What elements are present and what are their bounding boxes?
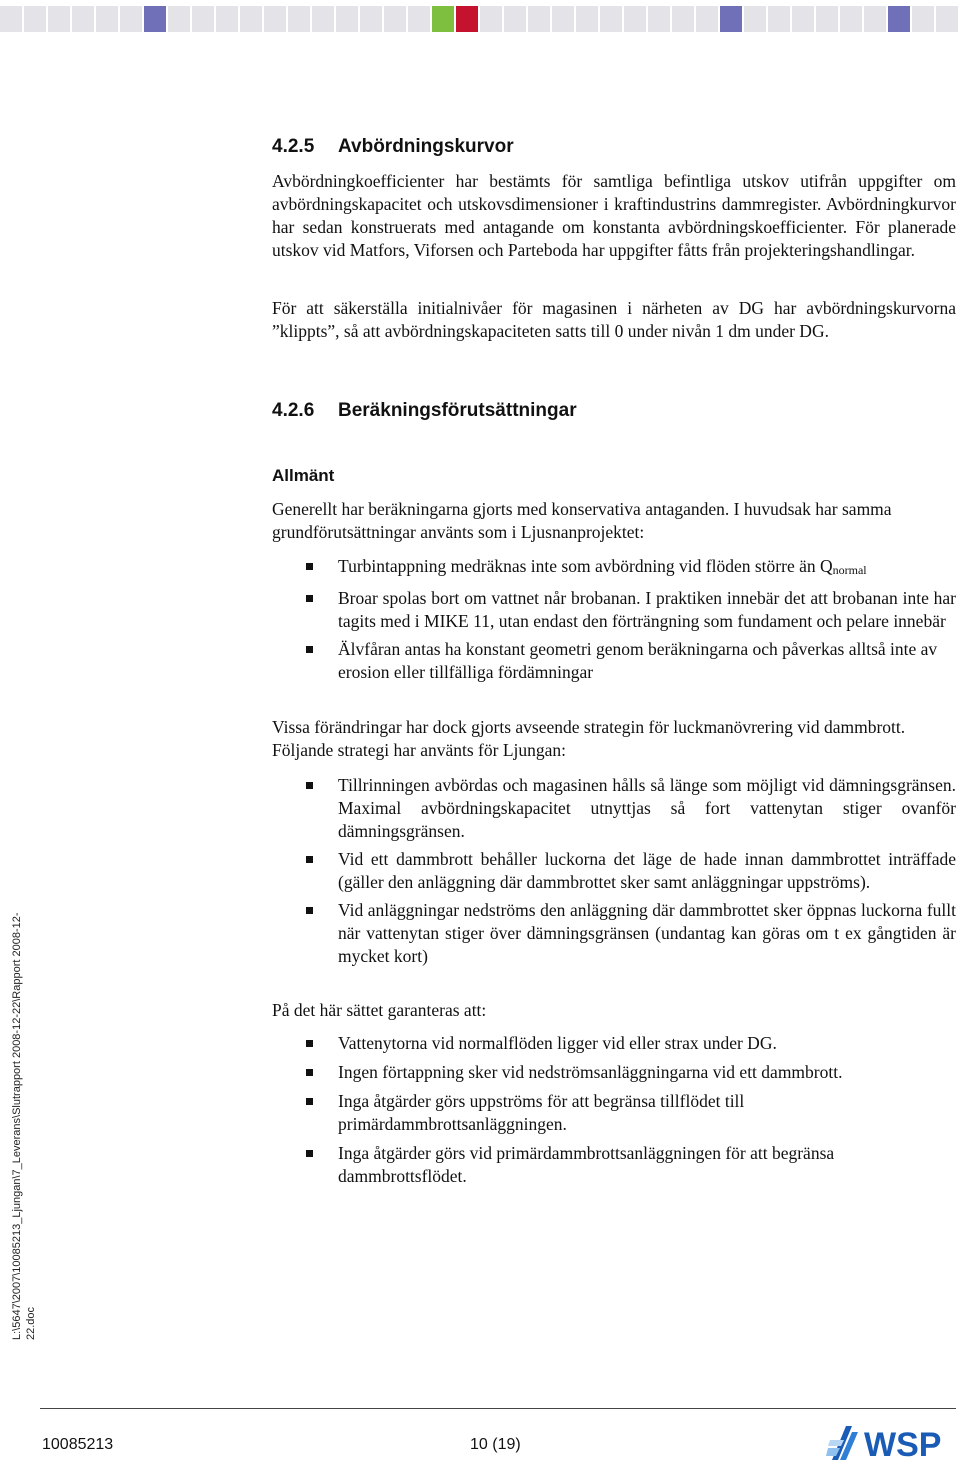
bullet-square-icon: [306, 1150, 313, 1157]
header-square: [840, 6, 862, 32]
header-square: [576, 6, 598, 32]
list-item-text: Broar spolas bort om vattnet når brobanan. I praktiken innebär det att brobanan inte har tagits med i MIKE 11, utan endast den förträngning som fundament och pelare innebär: [338, 588, 956, 631]
section-heading-berakningsforutsattningar: [272, 400, 577, 422]
list-item: [272, 1061, 956, 1084]
header-square: [0, 6, 22, 32]
footer-divider: [40, 1408, 956, 1409]
paragraph: För att säkerställa initialnivåer för magasinen i närheten av DG har avbördningskurvorna ”klippts”, så att avbördningskapaciteten satts till 0 under nivån 1 dm under DG.: [272, 298, 956, 341]
header-square: [432, 6, 454, 32]
list-item: [272, 587, 956, 633]
list-item-text: Turbintappning medräknas inte som avbördning vid flöden större än Q: [338, 556, 833, 576]
header-square: [648, 6, 670, 32]
header-square: [888, 6, 910, 32]
header-square: [360, 6, 382, 32]
header-square: [384, 6, 406, 32]
header-square: [936, 6, 958, 32]
bullet-list-strategy: [272, 774, 956, 968]
header-square: [720, 6, 742, 32]
section-number: 4.2.6: [272, 400, 315, 421]
section-number: 4.2.5: [272, 136, 315, 157]
section-title: Beräkningsförutsättningar: [338, 400, 577, 421]
header-square: [48, 6, 70, 32]
header-square: [864, 6, 886, 32]
bullet-square-icon: [306, 646, 313, 653]
paragraph: Generellt har beräkningarna gjorts med konservativa antaganden. I huvudsak har samma grundförutsättningar använts som i Ljusnanprojektet:: [272, 499, 892, 542]
section-title: Avbördningskurvor: [338, 136, 514, 157]
header-square: [768, 6, 790, 32]
list-item: [272, 638, 956, 684]
logo-text: WSP: [864, 1426, 942, 1464]
wsp-logo-mark-icon: [826, 1426, 858, 1460]
header-square: [120, 6, 142, 32]
header-square: [480, 6, 502, 32]
header-square: [912, 6, 934, 32]
header-square: [672, 6, 694, 32]
document-path-sidebar: L:\5647\2007\10085213_Ljungan\7_Leverans\Slutrapport 2008-12-22\Rapport 2008-12-22.doc: [11, 912, 37, 1340]
list-item-text: Ingen förtappning sker vid nedströmsanläggningarna vid ett dammbrott.: [338, 1062, 843, 1082]
list-item-text: Tillrinningen avbördas och magasinen hålls så länge som möjligt vid dämningsgränsen. Maximal avbördningskapacitet utnyttjas så fort vattenytan stiger ovanför dämningsgränsen.: [338, 775, 956, 841]
list-item-text: Inga åtgärder görs vid primärdammbrottsanläggningen för att begränsa dammbrottsflödet.: [338, 1143, 835, 1186]
list-item: [272, 1090, 956, 1136]
header-square: [288, 6, 310, 32]
bullet-square-icon: [306, 782, 313, 789]
header-color-bar: [0, 6, 960, 32]
bullet-square-icon: [306, 1069, 313, 1076]
list-item: [272, 1142, 956, 1188]
bullet-list-assumptions: [272, 555, 956, 684]
list-item: [272, 1032, 956, 1055]
subscript: normal: [832, 563, 867, 577]
paragraph: Vissa förändringar har dock gjorts avseende strategin för luckmanövrering vid dammbrott. Följande strategi har använts för Ljungan:: [272, 717, 906, 760]
list-item: [272, 848, 956, 894]
header-square: [456, 6, 478, 32]
paragraph: På det här sättet garanteras att:: [272, 1000, 487, 1020]
section-heading-avbordningskurvor: [272, 136, 514, 158]
bullet-list-guarantees: [272, 1032, 956, 1188]
header-square: [144, 6, 166, 32]
bullet-square-icon: [306, 595, 313, 602]
footer-page-number: 10 (19): [470, 1436, 521, 1453]
header-square: [792, 6, 814, 32]
paragraph: Avbördningkoefficienter har bestämts för samtliga befintliga utskov utifrån uppgifter om avbördningskapacitet och utskovsdimensioner i kraftindustrins dammregister. Avbördningkurvor har sedan konstruerats med antagande om konstanta avbördningskoefficienter. För planerade utskov vid Matfors, Viforsen och Parteboda har uppgifter fåtts från projekteringshandlingar.: [272, 171, 956, 260]
list-item: [272, 555, 956, 582]
wsp-logo: [826, 1418, 956, 1466]
header-square: [504, 6, 526, 32]
bullet-square-icon: [306, 1098, 313, 1105]
header-square: [336, 6, 358, 32]
header-square: [624, 6, 646, 32]
list-item-text: Vattenytorna vid normalflöden ligger vid eller strax under DG.: [338, 1033, 777, 1053]
list-item-text: Vid ett dammbrott behåller luckorna det läge de hade innan dammbrottet inträffade (gäller den anläggning där dammbrottet sker samt anläggningar uppströms).: [338, 849, 956, 892]
header-square: [240, 6, 262, 32]
header-square: [168, 6, 190, 32]
list-item: [272, 899, 956, 968]
header-square: [696, 6, 718, 32]
header-square: [72, 6, 94, 32]
header-square: [552, 6, 574, 32]
subheading-allmant: Allmänt: [272, 466, 335, 485]
footer-document-id: 10085213: [42, 1436, 114, 1453]
header-square: [96, 6, 118, 32]
header-square: [312, 6, 334, 32]
header-square: [216, 6, 238, 32]
header-square: [816, 6, 838, 32]
header-square: [408, 6, 430, 32]
header-square: [264, 6, 286, 32]
bullet-square-icon: [306, 856, 313, 863]
header-square: [192, 6, 214, 32]
header-square: [528, 6, 550, 32]
bullet-square-icon: [306, 563, 313, 570]
list-item: [272, 774, 956, 843]
header-square: [600, 6, 622, 32]
list-item-text: Älvfåran antas ha konstant geometri genom beräkningarna och påverkas alltså inte av erosion eller tillfälliga fördämningar: [338, 639, 938, 682]
list-item-text: Inga åtgärder görs uppströms för att begränsa tillflödet till primärdammbrottsanläggningen.: [338, 1091, 745, 1134]
header-square: [24, 6, 46, 32]
bullet-square-icon: [306, 907, 313, 914]
bullet-square-icon: [306, 1040, 313, 1047]
header-square: [744, 6, 766, 32]
list-item-text: Vid anläggningar nedströms den anläggning där dammbrottet sker öppnas luckorna fullt när vattenytan stiger över dämningsgränsen (undantag kan göras om t ex gångtiden är mycket kort): [338, 900, 956, 966]
